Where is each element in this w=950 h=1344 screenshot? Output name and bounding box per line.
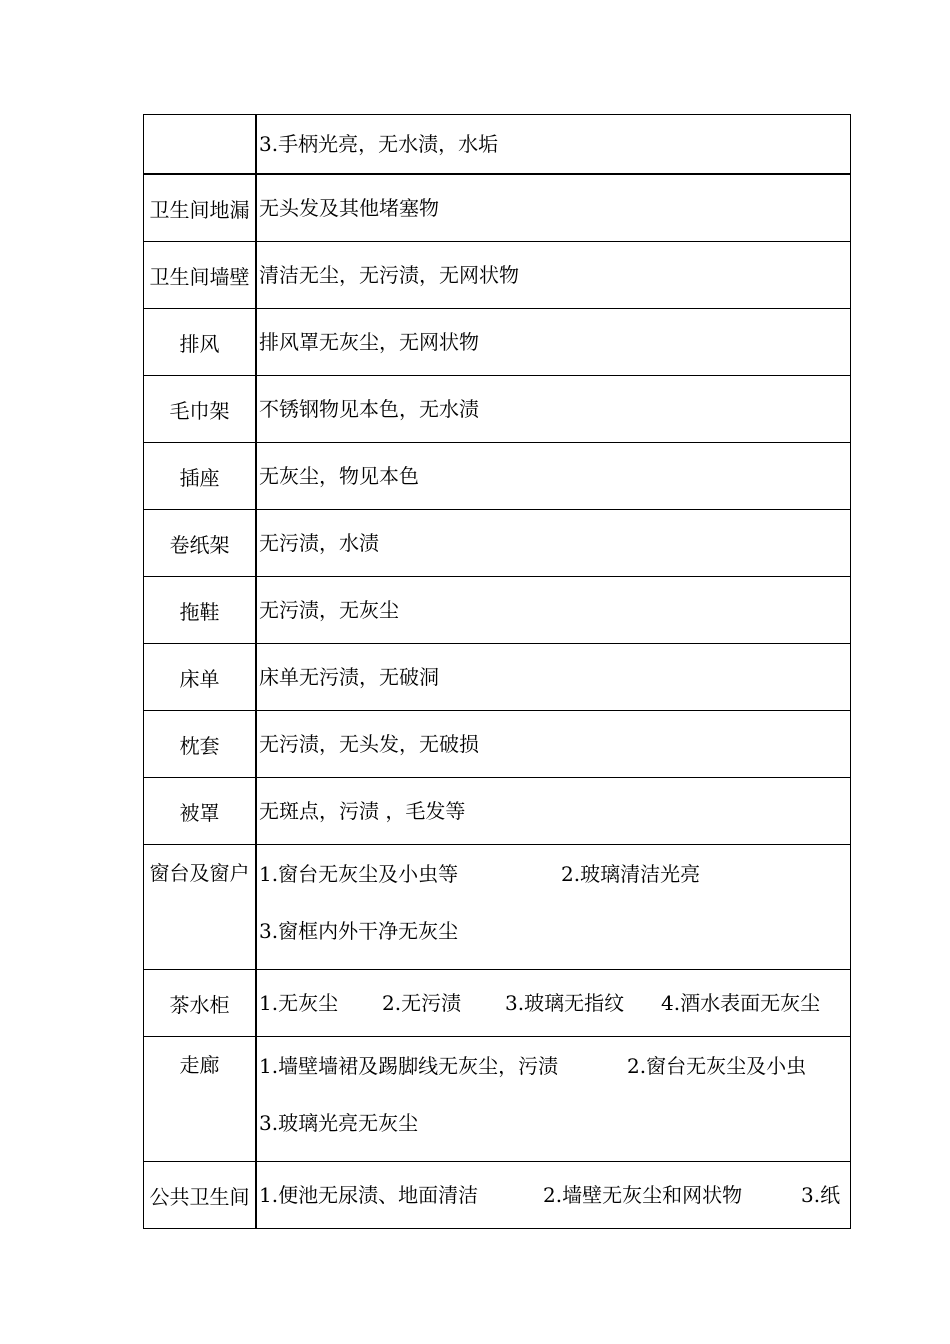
standard-text: 2.墙壁无灰尘和网状物 bbox=[543, 1183, 743, 1207]
standard-text: 无污渍，水渍 bbox=[259, 531, 379, 555]
standard-cell bbox=[257, 711, 850, 777]
item-cell: 卫生间墙壁 bbox=[144, 242, 257, 308]
table-row bbox=[144, 1162, 850, 1229]
standard-cell bbox=[257, 309, 850, 375]
standard-text: 1.窗台无灰尘及小虫等 bbox=[259, 862, 459, 886]
standard-text: 无污渍，无灰尘 bbox=[259, 598, 399, 622]
standard-cell bbox=[257, 242, 850, 308]
standard-text: 1.墙壁墙裙及踢脚线无灰尘，污渍 bbox=[259, 1054, 559, 1078]
table-row bbox=[144, 443, 850, 510]
standard-cell bbox=[257, 376, 850, 442]
standard-cell bbox=[257, 845, 850, 969]
item-cell bbox=[144, 115, 257, 173]
standard-cell bbox=[257, 577, 850, 643]
table-row bbox=[144, 577, 850, 644]
standard-text: 3.手柄光亮，无水渍，水垢 bbox=[259, 132, 499, 156]
item-cell: 排风 bbox=[144, 309, 257, 375]
item-cell: 窗台及窗户 bbox=[144, 845, 257, 969]
standard-cell bbox=[257, 970, 850, 1036]
table-row bbox=[144, 644, 850, 711]
standard-text: 3.玻璃无指纹 bbox=[505, 991, 625, 1015]
standard-cell bbox=[257, 175, 850, 241]
item-cell: 插座 bbox=[144, 443, 257, 509]
standard-text: 床单无污渍，无破洞 bbox=[259, 665, 439, 689]
standard-cell bbox=[257, 443, 850, 509]
table-row bbox=[144, 711, 850, 778]
item-cell: 被罩 bbox=[144, 778, 257, 844]
table-row bbox=[144, 970, 850, 1037]
standard-text: 3.纸 bbox=[801, 1183, 841, 1207]
table-row bbox=[144, 115, 850, 175]
standard-text: 1.便池无尿渍、地面清洁 bbox=[259, 1183, 479, 1207]
standard-text: 1.无灰尘 bbox=[259, 991, 339, 1015]
standard-cell bbox=[257, 778, 850, 844]
standard-text: 无斑点，污渍 ，毛发等 bbox=[259, 799, 466, 823]
standard-text: 2.无污渍 bbox=[382, 991, 462, 1015]
standard-cell bbox=[257, 1162, 850, 1228]
table-row bbox=[144, 242, 850, 309]
standard-text: 无污渍，无头发，无破损 bbox=[259, 732, 479, 756]
standard-text: 无头发及其他堵塞物 bbox=[259, 196, 439, 220]
table-row bbox=[144, 778, 850, 845]
item-cell: 卫生间地漏 bbox=[144, 175, 257, 241]
table-row bbox=[144, 309, 850, 376]
item-cell: 床单 bbox=[144, 644, 257, 710]
standard-text: 3.玻璃光亮无灰尘 bbox=[259, 1111, 419, 1135]
table-row bbox=[144, 510, 850, 577]
item-cell: 公共卫生间 bbox=[144, 1162, 257, 1228]
standard-text: 2.玻璃清洁光亮 bbox=[561, 862, 701, 886]
standard-cell bbox=[257, 644, 850, 710]
item-cell: 毛巾架 bbox=[144, 376, 257, 442]
inspection-table bbox=[143, 114, 851, 1229]
standard-cell bbox=[257, 510, 850, 576]
standard-cell bbox=[257, 115, 850, 173]
table-row bbox=[144, 845, 850, 970]
standard-text: 不锈钢物见本色，无水渍 bbox=[259, 397, 479, 421]
standard-text: 4.酒水表面无灰尘 bbox=[661, 991, 821, 1015]
standard-text: 清洁无尘，无污渍，无网状物 bbox=[259, 263, 519, 287]
item-cell: 走廊 bbox=[144, 1037, 257, 1161]
item-cell: 拖鞋 bbox=[144, 577, 257, 643]
table-row bbox=[144, 175, 850, 242]
table-row bbox=[144, 1037, 850, 1162]
standard-cell bbox=[257, 1037, 850, 1161]
item-cell: 卷纸架 bbox=[144, 510, 257, 576]
standard-text: 无灰尘，物见本色 bbox=[259, 464, 419, 488]
table-row bbox=[144, 376, 850, 443]
standard-text: 排风罩无灰尘，无网状物 bbox=[259, 330, 479, 354]
item-cell: 枕套 bbox=[144, 711, 257, 777]
item-cell: 茶水柜 bbox=[144, 970, 257, 1036]
standard-text: 2.窗台无灰尘及小虫 bbox=[627, 1054, 807, 1078]
standard-text: 3.窗框内外干净无灰尘 bbox=[259, 919, 459, 943]
